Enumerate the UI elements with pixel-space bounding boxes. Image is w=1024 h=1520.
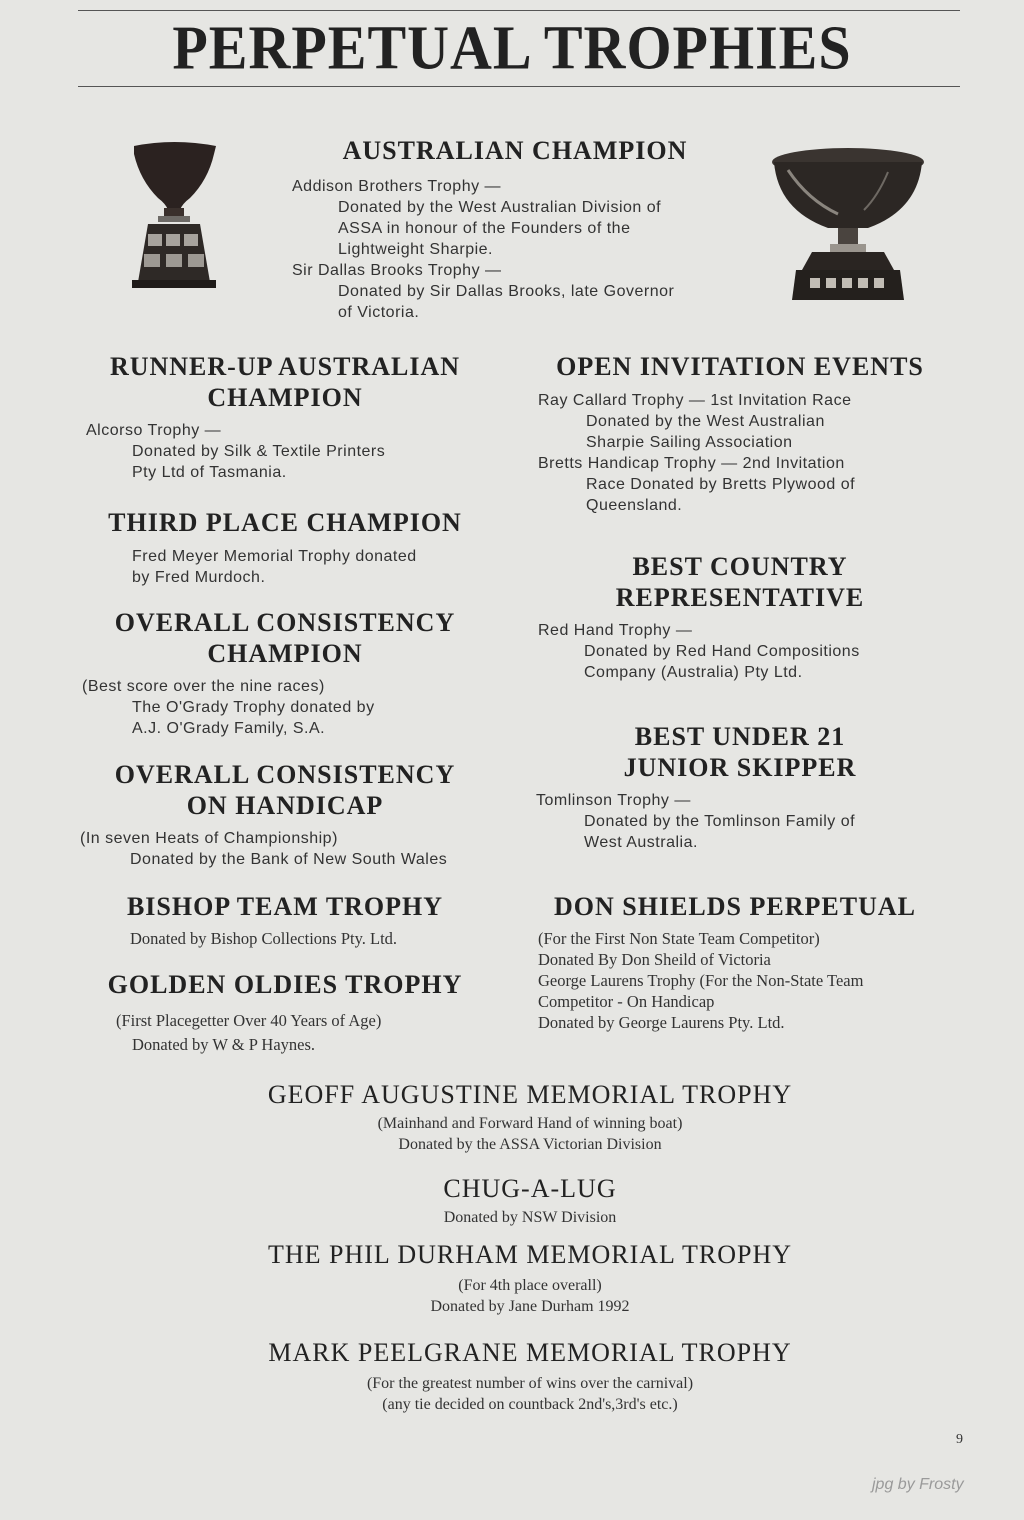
don-shields-entry (538, 928, 978, 1033)
australian-champion-entries (292, 176, 752, 323)
chug-line-1: Donated by NSW Division (443, 1208, 617, 1226)
geoff-line-1: (Mainhand and Forward Hand of winning boat) (377, 1114, 683, 1132)
best-under-21-heading-line-1: BEST UNDER 21 (634, 722, 846, 751)
ray-callard-line-2: Sharpie Sailing Association (586, 434, 793, 451)
phil-durham-section (100, 1240, 960, 1317)
george-laurens-line-3: Donated by George Laurens Pty. Ltd. (538, 1013, 785, 1032)
red-hand-line-2: Company (Australia) Pty Ltd. (584, 664, 803, 681)
red-hand-trophy-name: Red Hand Trophy — (538, 622, 693, 639)
phil-durham-heading: THE PHIL DURHAM MEMORIAL TROPHY (267, 1240, 793, 1269)
mark-peelgrane-section (100, 1338, 960, 1415)
trophy-cup-left-image (124, 140, 224, 290)
tomlinson-trophy-name: Tomlinson Trophy — (536, 792, 691, 809)
trophy-cup-right-image (768, 140, 928, 310)
don-shields-line-2: Donated By Don Sheild of Victoria (538, 950, 771, 969)
best-under-21-heading (530, 722, 950, 783)
dallas-brooks-trophy-name: Sir Dallas Brooks Trophy — (292, 262, 502, 279)
mark-peelgrane-heading: MARK PEELGRANE MEMORIAL TROPHY (268, 1338, 792, 1367)
third-place-entry (132, 546, 512, 588)
ogrady-line-2: A.J. O'Grady Family, S.A. (132, 720, 326, 737)
consistency-handicap-heading-line-2: ON HANDICAP (186, 790, 384, 820)
addison-line-1: Donated by the West Australian Division of (338, 199, 662, 216)
consistency-handicap-heading-line-1: OVERALL CONSISTENCY (114, 760, 456, 789)
overall-consistency-heading-line-1: OVERALL CONSISTENCY (114, 608, 456, 637)
runner-up-heading-line-2: CHAMPION (207, 382, 363, 412)
chug-a-lug-section (100, 1174, 960, 1228)
consistency-handicap-entry (80, 828, 510, 870)
runner-up-entry (86, 420, 506, 483)
runner-up-heading (80, 352, 490, 413)
best-country-heading-line-2: REPRESENTATIVE (615, 582, 865, 612)
australian-champion-heading: AUSTRALIAN CHAMPION (342, 136, 688, 165)
title-underline (78, 86, 960, 87)
alcorso-trophy-name: Alcorso Trophy — (86, 422, 222, 439)
best-country-heading-line-1: BEST COUNTRY (632, 552, 848, 581)
tomlinson-line-2: West Australia. (584, 834, 698, 851)
george-laurens-line-2: Competitor - On Handicap (538, 992, 715, 1011)
golden-oldies-entry (116, 1010, 516, 1056)
phil-line-1: (For 4th place overall) (458, 1276, 602, 1294)
watermark: jpg by Frosty (872, 1476, 964, 1493)
dallas-line-2: of Victoria. (338, 304, 420, 321)
golden-oldies-line-1: (First Placegetter Over 40 Years of Age) (116, 1011, 382, 1030)
bishop-team-line: Donated by Bishop Collections Pty. Ltd. (130, 929, 398, 948)
consistency-handicap-heading (80, 760, 490, 821)
mark-line-2: (any tie decided on countback 2nd's,3rd's etc.) (382, 1395, 678, 1413)
don-shields-heading: DON SHIELDS PERPETUAL (554, 892, 916, 921)
ray-callard-trophy-name: Ray Callard Trophy — 1st Invitation Race (538, 392, 852, 409)
consistency-handicap-note: (In seven Heats of Championship) (80, 830, 338, 847)
runner-up-heading-line-1: RUNNER-UP AUSTRALIAN (109, 352, 461, 381)
bretts-line-2: Queensland. (586, 497, 683, 514)
don-shields-line-1: (For the First Non State Team Competitor) (538, 929, 820, 948)
tomlinson-line-1: Donated by the Tomlinson Family of (584, 813, 856, 830)
fred-meyer-line-1: Fred Meyer Memorial Trophy donated (132, 548, 417, 565)
best-under-21-heading-line-2: JUNIOR SKIPPER (623, 752, 857, 782)
golden-oldies-heading: GOLDEN OLDIES TROPHY (107, 970, 463, 999)
open-invitation-heading: OPEN INVITATION EVENTS (556, 352, 924, 381)
addison-brothers-trophy-name: Addison Brothers Trophy — (292, 178, 502, 195)
mark-line-1: (For the greatest number of wins over the carnival) (366, 1374, 694, 1392)
geoff-augustine-section (100, 1080, 960, 1155)
best-country-entry (538, 620, 958, 683)
ray-callard-line-1: Donated by the West Australian (586, 413, 825, 430)
fred-meyer-line-2: by Fred Murdoch. (132, 569, 266, 586)
best-under-21-entry (536, 790, 956, 853)
overall-consistency-note: (Best score over the nine races) (82, 678, 325, 695)
alcorso-line-2: Pty Ltd of Tasmania. (132, 464, 287, 481)
overall-consistency-heading-line-2: CHAMPION (207, 638, 363, 668)
page-number: 9 (956, 1432, 963, 1447)
alcorso-line-1: Donated by Silk & Textile Printers (132, 443, 386, 460)
geoff-line-2: Donated by the ASSA Victorian Division (398, 1135, 662, 1153)
ogrady-line-1: The O'Grady Trophy donated by (132, 699, 375, 716)
best-country-heading (530, 552, 950, 613)
dallas-line-1: Donated by Sir Dallas Brooks, late Governor (338, 283, 675, 300)
overall-consistency-heading (80, 608, 490, 669)
golden-oldies-line-2: Donated by W & P Haynes. (132, 1035, 316, 1054)
bank-nsw-line: Donated by the Bank of New South Wales (130, 851, 448, 868)
bretts-handicap-trophy-name: Bretts Handicap Trophy — 2nd Invitation (538, 455, 845, 472)
bishop-team-heading: BISHOP TEAM TROPHY (126, 892, 444, 921)
george-laurens-line-1: George Laurens Trophy (For the Non-State Team (538, 971, 864, 990)
open-invitation-entries (538, 390, 958, 516)
page-title: PERPETUAL TROPHIES (172, 12, 852, 83)
geoff-augustine-heading: GEOFF AUGUSTINE MEMORIAL TROPHY (267, 1080, 793, 1109)
overall-consistency-entry (82, 676, 502, 739)
chug-a-lug-heading: CHUG-A-LUG (443, 1174, 617, 1203)
red-hand-line-1: Donated by Red Hand Compositions (584, 643, 860, 660)
third-place-heading: THIRD PLACE CHAMPION (108, 508, 462, 537)
phil-line-2: Donated by Jane Durham 1992 (430, 1297, 630, 1315)
bretts-line-1: Race Donated by Bretts Plywood of (586, 476, 856, 493)
addison-line-3: Lightweight Sharpie. (338, 241, 493, 258)
addison-line-2: ASSA in honour of the Founders of the (338, 220, 631, 237)
